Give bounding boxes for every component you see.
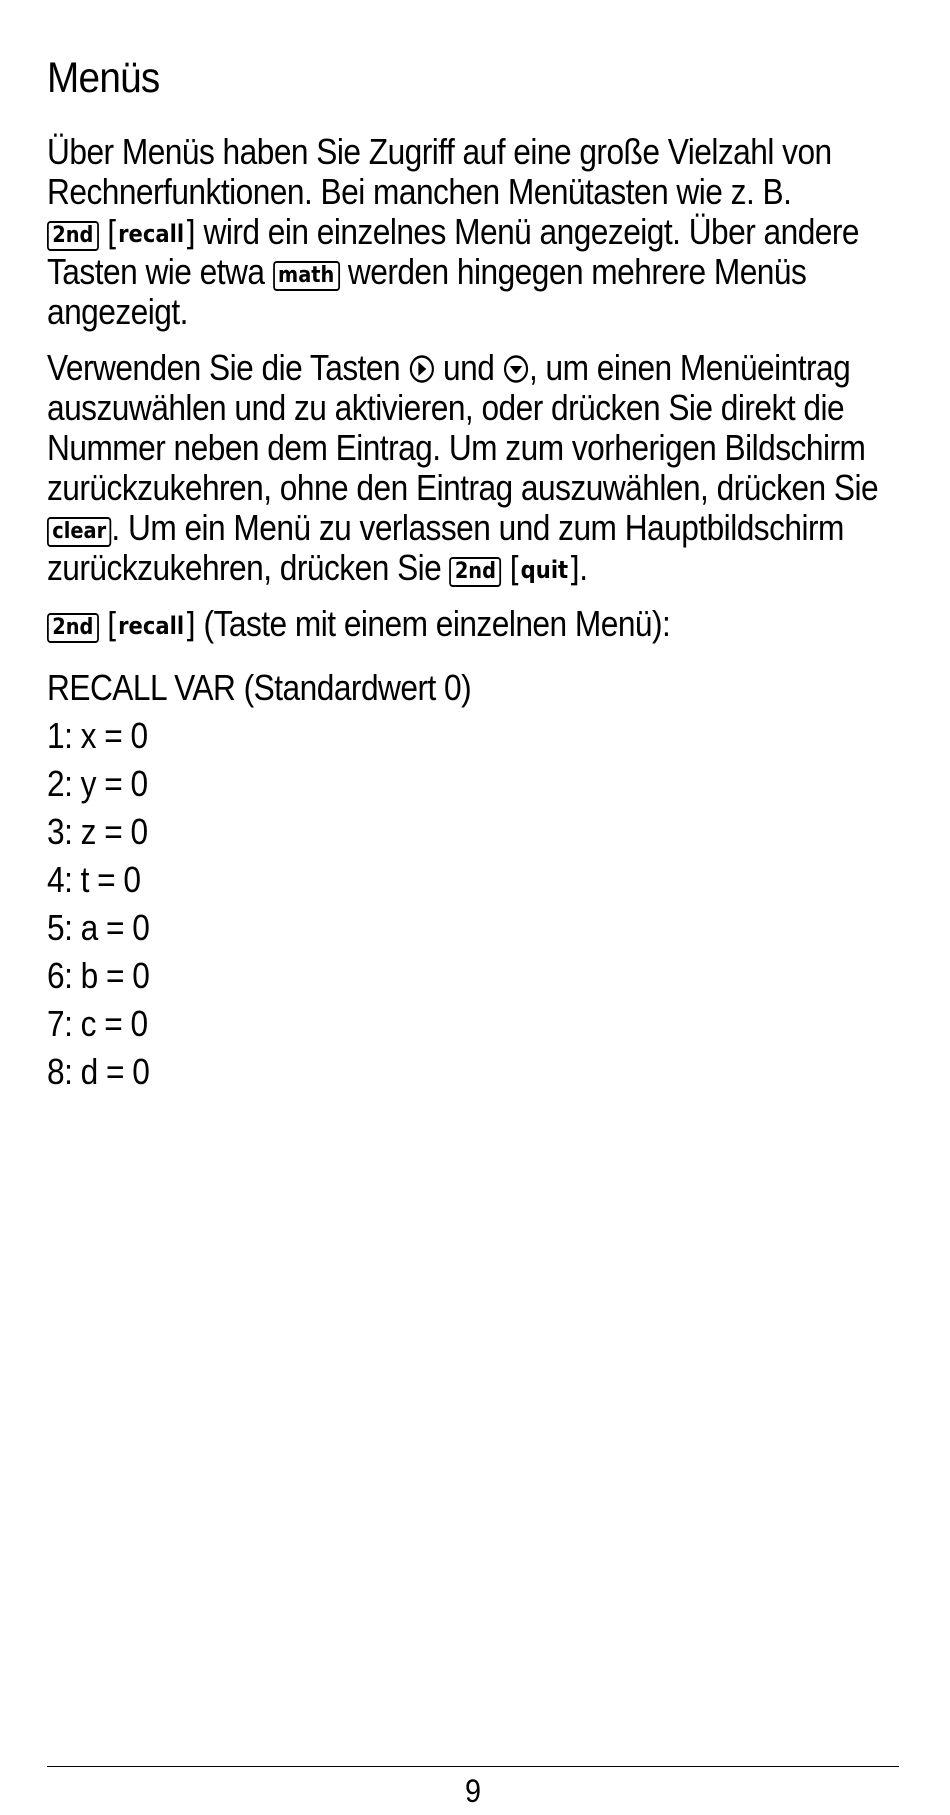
key-2nd: 2nd [47, 613, 99, 643]
text-line [47, 508, 892, 548]
manual-page [47, 0, 903, 1815]
text-line: angezeigt. [47, 291, 188, 332]
page-number: 9 [464, 1773, 482, 1809]
text-segment: wird ein einzelnes Menü angezeigt. Über andere [195, 211, 860, 252]
text-line [47, 604, 892, 644]
menu-item: 7: c = 0 [47, 1003, 148, 1044]
bracket-open: [ [509, 550, 521, 590]
text-line [47, 548, 892, 588]
menu-item: 1: x = 0 [47, 715, 148, 756]
key-quit: quit [520, 556, 569, 584]
text-line: zurückzukehren, ohne den Eintrag auszuwählen, drücken Sie [47, 467, 879, 508]
text-segment: und [434, 347, 503, 388]
key-clear: clear [47, 517, 111, 547]
right-arrow-key-icon [408, 354, 434, 384]
menu-item: 5: a = 0 [47, 907, 150, 948]
footer-divider [47, 1766, 899, 1767]
menu-item: 6: b = 0 [47, 955, 150, 996]
text-line: Nummer neben dem Eintrag. Um zum vorherigen Bildschirm [47, 427, 866, 468]
bracket-close: ] [568, 550, 580, 590]
paragraph-menus-intro [47, 132, 892, 332]
text-line [47, 252, 892, 292]
bracket-close: ] [184, 214, 196, 254]
recall-var-menu [47, 668, 471, 1100]
page-title: Menüs [47, 54, 160, 102]
bracket-open: [ [106, 214, 119, 254]
text-segment: Tasten wie etwa [47, 251, 273, 292]
key-recall: recall [118, 612, 185, 640]
bracket-open: [ [106, 606, 119, 646]
key-math: math [273, 261, 340, 291]
key-2nd: 2nd [47, 221, 99, 251]
key-2nd: 2nd [450, 557, 502, 587]
menu-item: 8: d = 0 [47, 1051, 150, 1092]
menu-heading: RECALL VAR (Standardwert 0) [47, 667, 472, 708]
text-line: Rechnerfunktionen. Bei manchen Menütasten wie z. B. [47, 171, 792, 212]
menu-item: 3: z = 0 [47, 811, 148, 852]
paragraph-navigation [47, 348, 892, 588]
text-line: auszuwählen und zu aktivieren, oder drücken Sie direkt die [47, 387, 845, 428]
text-segment: . [579, 547, 588, 588]
text-line [47, 212, 892, 252]
text-segment: werden hingegen mehrere Menüs [339, 251, 807, 292]
text-segment: , um einen Menüeintrag [528, 347, 851, 388]
down-arrow-key-icon [503, 354, 529, 384]
text-segment: zurückzukehren, drücken Sie [47, 547, 450, 588]
text-segment: (Taste mit einem einzelnen Menü): [195, 603, 671, 644]
menu-item: 2: y = 0 [47, 763, 148, 804]
bracket-close: ] [184, 606, 196, 646]
text-segment: . Um ein Menü zu verlassen und zum Hauptbildschirm [111, 507, 844, 548]
key-recall: recall [118, 220, 185, 248]
menu-item: 4: t = 0 [47, 859, 141, 900]
text-segment: Verwenden Sie die Tasten [47, 347, 409, 388]
paragraph-recall-example [47, 604, 892, 644]
text-line [47, 348, 892, 388]
text-line: Über Menüs haben Sie Zugriff auf eine große Vielzahl von [47, 131, 832, 172]
